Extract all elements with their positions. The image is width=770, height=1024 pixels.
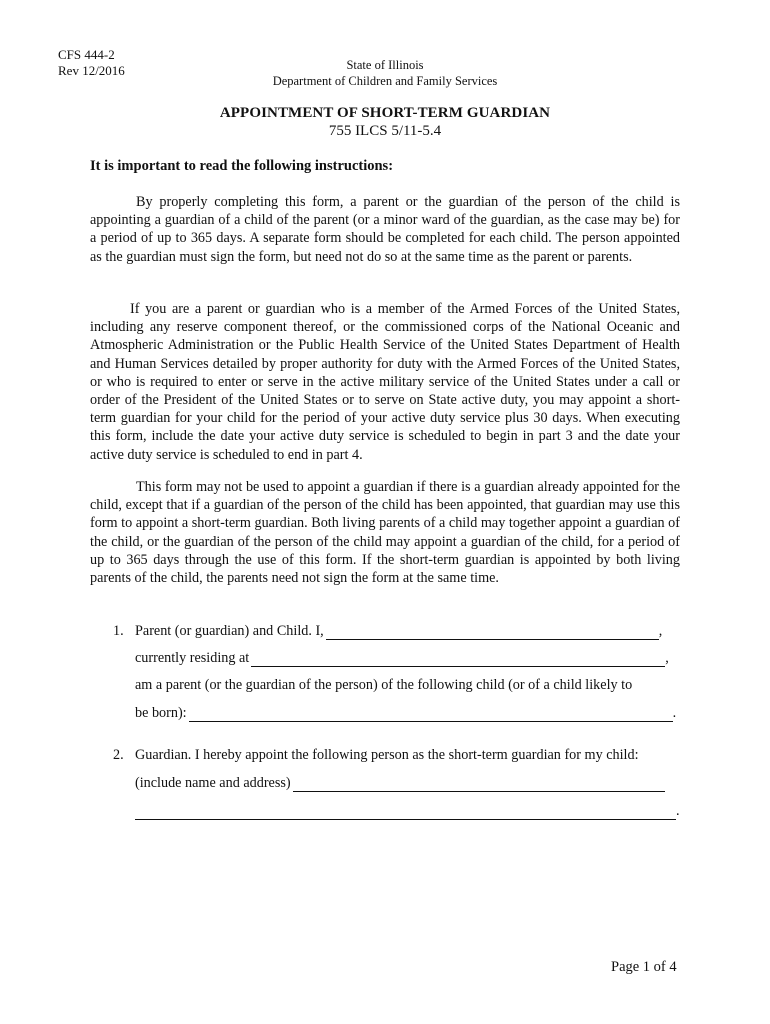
statute-reference: 755 ILCS 5/11-5.4	[328, 123, 442, 139]
parent-name-label: Parent (or guardian) and Child. I,	[135, 623, 324, 639]
child-born-row	[135, 704, 676, 722]
section-1-number: 1.	[113, 623, 124, 639]
child-born-label: be born):	[135, 705, 187, 721]
guardian-address-period: .	[676, 803, 680, 819]
guardian-address-row	[135, 774, 665, 792]
residence-row	[135, 649, 669, 667]
form-number: CFS 444-2	[58, 47, 115, 62]
agency-header	[0, 57, 770, 89]
form-revision: Rev 12/2016	[58, 63, 125, 78]
residence-comma: ,	[665, 650, 669, 666]
instruction-paragraph-2: If you are a parent or guardian who is a member of the Armed Forces of the United States, including any reserve component thereof, or the commissioned corps of the National Oceanic and Atmospheric Administration or the Public Health Service of the United States Department of Health and Human Services detailed by proper authority for duty with the Armed Forces of the United States, or who is required to enter or serve in the active military service of the United States under a call or order of the President of the United States or to serve on State active duty, you may appoint a short-term guardian for your child for the period of your active duty service plus 30 days. When executing this form, include the date your active duty service is scheduled to begin in part 3 and the date your active duty service is scheduled to end in part 4.	[90, 301, 680, 463]
state-name: State of Illinois	[346, 58, 424, 72]
department-name: Department of Children and Family Services	[272, 74, 498, 88]
guardian-address-label: (include name and address)	[135, 775, 291, 791]
guardian-row	[135, 746, 639, 764]
instructions-heading: It is important to read the following instructions:	[90, 158, 394, 174]
guardian-address-row-2	[135, 802, 680, 820]
instruction-paragraph-3: This form may not be used to appoint a guardian if there is a guardian already appointed for the child, except that if a guardian of the person of the child has been appointed, that guardian may use this form to appoint a short-term guardian. Both living parents of a child may together appoint a guardian of the child, or the guardian of the person of the child may appoint a guardian of the child, for a period of up to 365 days through the use of this form. If the short-term guardian is appointed by both living parents of the child, the parents need not sign the form at the same time.	[90, 479, 680, 587]
guardian-text: Guardian. I hereby appoint the following person as the short-term guardian for my child:	[135, 747, 639, 763]
residence-label: currently residing at	[135, 650, 250, 666]
residence-field[interactable]	[251, 653, 665, 667]
child-born-period: .	[672, 705, 677, 721]
form-title: APPOINTMENT OF SHORT-TERM GUARDIAN	[219, 105, 551, 121]
section-2-number: 2.	[113, 747, 124, 763]
instruction-paragraph-1: By properly completing this form, a parent or the guardian of the person of the child is appointing a guardian of a child of the parent (or a minor ward of the guardian, as the case may be) for a period of up to 365 days. A separate form should be completed for each child. The person appointed as the guardian must sign the form, but need not do so at the same time as the parent or parents.	[90, 194, 680, 265]
parent-name-field[interactable]	[326, 626, 659, 640]
guardian-address-field-2[interactable]	[135, 806, 676, 820]
page-number: Page 1 of 4	[611, 959, 677, 975]
child-name-field[interactable]	[189, 708, 673, 722]
parent-name-row	[135, 622, 662, 640]
guardian-address-field[interactable]	[293, 778, 665, 792]
relation-row	[135, 676, 632, 694]
parent-name-comma: ,	[658, 623, 663, 639]
relation-text: am a parent (or the guardian of the person) of the following child (or of a child likely to	[135, 677, 633, 693]
